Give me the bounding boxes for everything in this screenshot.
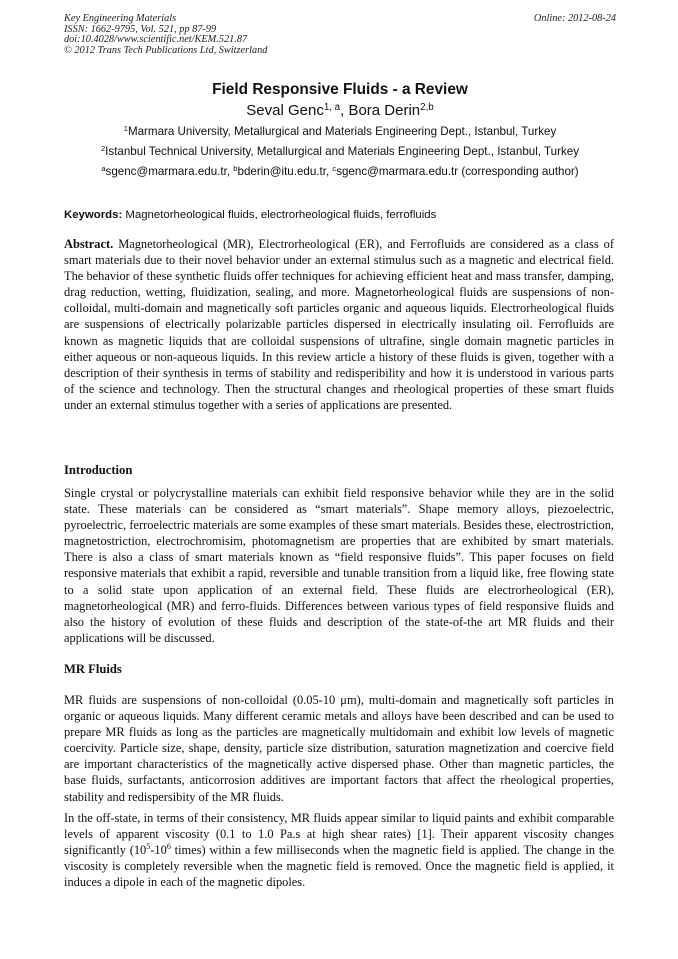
- section-heading-mr-fluids: MR Fluids: [64, 662, 122, 676]
- email-superscript: a: [101, 163, 106, 173]
- section-heading-introduction: Introduction: [64, 463, 133, 477]
- email-line: [64, 162, 616, 182]
- affiliation-superscript: 2: [100, 143, 106, 153]
- exponent: 5: [146, 842, 151, 852]
- mr-fluids-paragraph-2: [64, 810, 614, 890]
- mr-fluids-paragraph-1: MR fluids are suspensions of non-colloidal (0.05-10 μm), multi-domain and magnetically soft particles in organic or aqueous liquids. Many different ceramic metals and alloys have been described and can be used to prepare MR fluids as long as the particles are magnetically multidomain and exhibit low levels of magnetic coercivity. Particle size, shape, density, particle size distribution, saturation magnetization and coercive field are important characteristics of the magnetically active dispersed phase. Other than magnetic particles, the base fluids, surfactants, anticorrosion additives are important factors that affect the rheological properties, stability and redispersibity of the MR fluids.: [64, 693, 614, 804]
- affiliation-superscript: 1: [123, 123, 128, 133]
- keywords-label: Keywords:: [64, 209, 123, 221]
- abstract-label: Abstract.: [64, 237, 114, 251]
- doi-line: doi:10.4028/www.scientific.net/KEM.521.87: [64, 34, 248, 46]
- online-date: Online: 2012-08-24: [533, 13, 616, 24]
- email-text: bderin@itu.edu.tr,: [237, 165, 333, 178]
- paper-title: Field Responsive Fluids - a Review: [212, 81, 468, 98]
- affiliation-text: Istanbul Technical University, Metallurgical and Materials Engineering Dept., Istanbul, Turkey: [105, 145, 580, 158]
- email-superscript: b: [233, 163, 238, 173]
- email-text: sgenc@marmara.edu.tr,: [105, 165, 234, 178]
- keywords-text: Magnetorheological fluids, electrorheological fluids, ferrofluids: [122, 209, 437, 221]
- affiliation-2: [64, 142, 616, 162]
- abstract: [64, 236, 614, 413]
- journal-name: Key Engineering Materials: [64, 13, 177, 24]
- abstract-text: Magnetorheological (MR), Electrorheological (ER), and Ferrofluids are considered as a class of smart materials due to their novel behavior under an external stimulus such as a magnetic and electrical field. The behavior of these synthetic fluids offer techniques for achieving efficient heat and mass transfer, damping, drag reduction, wetting, fluidization, sealing, and more. Magnetorheological fluids are suspensions of non-colloidal, multi-domain and magnetically soft particles organic and aqueous liquids. Electrorheological fluids are suspensions of electrically polarizable particles dispersed in electrically insulating oil. Ferrofluids are known as magnetic liquids that are colloidal suspensions of ultrafine, single domain magnetic particles in either aqueous or non-aqueous liquids. In this review article a history of these fluids is given, together with a description of their synthesis in terms of stability and redisperibility and how it is understood in various parts of the science and technology. Then the structural changes and rheological properties of these smart fluids under an external stimulus together with a series of applications are presented.: [64, 237, 614, 412]
- copyright-line: © 2012 Trans Tech Publications Ltd, Switzerland: [64, 44, 268, 56]
- email-text: sgenc@marmara.edu.tr (corresponding author): [336, 165, 579, 178]
- title-block: [64, 80, 616, 182]
- mr-fluids-body: [64, 692, 614, 890]
- author-superscript: 1, a: [323, 101, 341, 113]
- author-name: Bora Derin: [348, 102, 421, 119]
- journal-header: [64, 14, 616, 56]
- issn-line: ISSN: 1662-9795, Vol. 521, pp 87-99: [64, 23, 217, 35]
- abstract-paragraph: [64, 236, 614, 413]
- affiliation-1: [64, 122, 616, 142]
- introduction-body: [64, 485, 614, 646]
- email-superscript: c: [332, 163, 337, 173]
- author-name: Seval Genc: [246, 102, 324, 119]
- paragraph-text: In the off-state, in terms of their consistency, MR fluids appear similar to liquid paints and exhibit comparable levels of apparent viscosity (0.1 to 1.0 Pa.s at high shear rates) [1]. Their apparent viscosity changes significantly (10: [64, 810, 614, 857]
- affiliation-text: Marmara University, Metallurgical and Materials Engineering Dept., Istanbul, Turkey: [127, 125, 557, 138]
- paragraph-text: times) within a few milliseconds when the magnetic field is applied. The change in the viscosity is completely reversible when the magnetic field is removed. Once the magnetic field is applied, it induces a dipole in each of the magnetic dipoles.: [64, 842, 614, 890]
- author-separator: ,: [340, 102, 349, 119]
- keywords: [64, 208, 616, 223]
- author-superscript: 2,b: [420, 101, 434, 113]
- paragraph-text: -10: [150, 842, 167, 857]
- author-list: [64, 100, 616, 122]
- introduction-paragraph: Single crystal or polycrystalline materials can exhibit field responsive behavior while they are in the solid state. These materials can be considered as “smart materials”. Shape memory alloys, piezoelectric, pyroelectric, ferroelectric materials are some examples of these smart materials. Besides these, electrostriction, magnetostriction, electrochromisim, photomagnetism are properties that are exhibited by smart materials. There is also a class of smart materials known as “field responsive fluids”. This paper focuses on field responsive materials that exhibit a rapid, reversible and tunable transition from a liquid like, free flowing state to a solid state upon application of an external field. These fluids are electrorheological (ER), magnetorheological (MR) and ferro-fluids. Differences between various types of field responsive fluids and also the history of evolution of these fluids and description of the state-of-the art MR fluids and their applications will be discussed.: [64, 486, 614, 645]
- exponent: 6: [166, 842, 171, 852]
